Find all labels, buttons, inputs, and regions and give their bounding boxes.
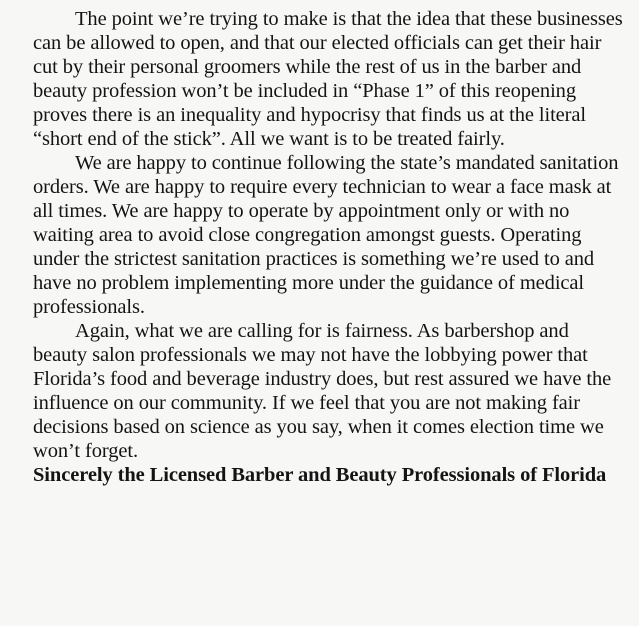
letter-body	[33, 7, 623, 487]
paragraph-inequality: The point we’re trying to make is that the idea that these businesses can be allowed to open, and that our elected officials can get their hair cut by their personal groomers while the rest of us in the barber and beauty profession won’t be included in “Phase 1” of this reopening proves there is an inequality and hypocrisy that finds us at the literal “short end of the stick”. All we want is to be treated fairly.	[33, 8, 623, 150]
paragraph-fairness: Again, what we are calling for is fairness. As barbershop and beauty salon professionals we may not have the lobbying power that Florida’s food and beverage industry does, but rest assured we have the influence on our community. If we feel that you are not making fair decisions based on science as you say, when it comes election time we won’t forget.	[33, 320, 612, 462]
signoff: Sincerely the Licensed Barber and Beauty Professionals of Florida	[33, 464, 607, 486]
paragraph-sanitation: We are happy to continue following the state’s mandated sanitation orders. We are happy to require every technician to wear a face mask at all times. We are happy to operate by appointment only or with no waiting area to avoid close congregation amongst guests. Operating under the strictest sanitation practices is something we’re used to and have no problem implementing more under the guidance of medical professionals.	[33, 152, 619, 318]
